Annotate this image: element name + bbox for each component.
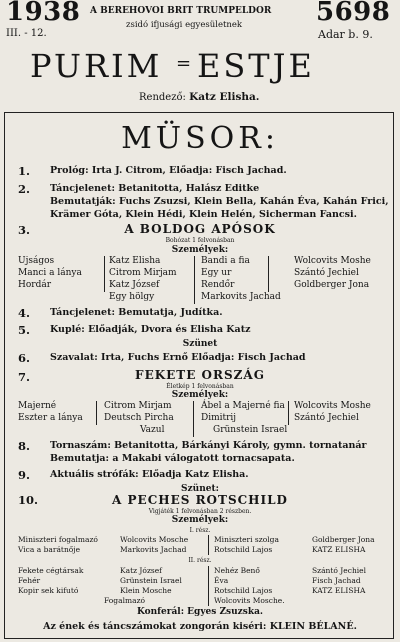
organization-subtitle: zsidó ifjusági egyesületnek bbox=[126, 20, 243, 30]
hebrew-year: 5698 bbox=[316, 0, 391, 27]
p2-divider bbox=[208, 566, 209, 606]
item-2-line2: Bemutatják: Fuchs Zsuzsi, Klein Bella, Kahán Éva, Kahán Frici, bbox=[50, 196, 389, 207]
p2-r3-c2: Klein Mosche bbox=[120, 586, 172, 595]
i7-role-l1: Majerné bbox=[18, 401, 57, 411]
part-2-label: II. rész. bbox=[188, 557, 212, 564]
frame-bottom bbox=[4, 638, 394, 639]
i3-name-l1: Katz Elisha bbox=[109, 256, 161, 266]
i3-name-r3: Goldberger Jona bbox=[294, 280, 370, 290]
p2-r2-c2: Grünstein Israel bbox=[120, 576, 182, 585]
i3-role-l1: Ujságos bbox=[18, 256, 55, 266]
p2-r2-c4: Fisch Jachad bbox=[312, 576, 361, 585]
item-2-line1: Táncjelenet: Betanitotta, Halász Editke bbox=[50, 183, 260, 194]
p2-r4-c1: Fogalmazó bbox=[104, 596, 146, 605]
hebrew-date: Adar b. 9. bbox=[318, 28, 373, 41]
item-3-number: 3. bbox=[18, 223, 31, 237]
p1-r1-c1: Miniszteri fogalmazó bbox=[18, 535, 98, 544]
i3-name-r1: Wolcovits Moshe bbox=[294, 256, 371, 266]
i3-name-l3: Katz József bbox=[109, 280, 160, 290]
part-1-label: I. rész. bbox=[189, 527, 211, 534]
i7-name-r3: Grünstein Israel bbox=[213, 425, 288, 435]
i7-role-r1: Ábel a Majerné fia bbox=[201, 401, 285, 411]
i7-role-r2: Dimitrij bbox=[201, 413, 237, 423]
year: 1938 bbox=[6, 0, 81, 27]
i3-name-l4: Egy hölgy bbox=[109, 292, 155, 302]
title-estje: ESTJE bbox=[197, 47, 315, 85]
p2-r1-c3: Nehéz Benő bbox=[214, 566, 260, 575]
closing-note: Az ének és táncszámokat zongorán kiséri: KLEIN BÉLANÉ. bbox=[43, 621, 357, 632]
i7-role-l2: Eszter a lánya bbox=[18, 413, 83, 423]
i3-name-l2: Citrom Mirjam bbox=[109, 268, 177, 278]
item-2-number: 2. bbox=[18, 182, 31, 196]
director-name: Katz Elisha. bbox=[189, 91, 260, 103]
director-label: Rendező: bbox=[139, 92, 186, 103]
p1-r1-c2: Wolcovits Mosche bbox=[120, 535, 189, 544]
i3-name-r2: Szántó Jechiel bbox=[294, 268, 359, 278]
i7-divider-mid bbox=[193, 401, 194, 437]
item-7-subtitle: Életkép 1 felvonásban bbox=[166, 383, 234, 390]
i3-divider-mid bbox=[194, 256, 195, 304]
director-line bbox=[139, 91, 259, 103]
item-8-line2: Bemutatja: a Makabi válogatott tornacsapata. bbox=[50, 453, 295, 464]
item-7-cast-label: Személyek: bbox=[171, 390, 229, 400]
item-8-line1: Tornaszám: Betanitotta, Bárkányi Károly, gymn. tornatanár bbox=[50, 440, 367, 451]
p1-divider bbox=[208, 535, 209, 555]
item-8-number: 8. bbox=[18, 439, 31, 453]
p1-r2-c2: Markovits Jachad bbox=[120, 545, 187, 554]
p2-r3-c4: KATZ ELISHA bbox=[312, 586, 366, 595]
item-6-number: 6. bbox=[18, 351, 31, 365]
item-2-line3: Krämer Góta, Klein Hédi, Klein Helén, Sicherman Fancsi. bbox=[50, 209, 357, 220]
i3-role-r1: Bandi a fia bbox=[201, 256, 250, 266]
item-10-subtitle: Vigjáték 1 felvonásban 2 részben. bbox=[148, 508, 252, 515]
item-3-cast-label: Személyek: bbox=[171, 245, 229, 255]
p2-r1-c4: Szántó Jechiel bbox=[312, 566, 367, 575]
i7-name-l3: Vazul bbox=[140, 425, 165, 435]
i3-role-l3: Hordár bbox=[18, 280, 51, 290]
item-4-number: 4. bbox=[18, 306, 31, 320]
item-5-number: 5. bbox=[18, 323, 31, 337]
item-5-text: Kuplé: Előadják, Dvora és Elisha Katz bbox=[50, 324, 251, 335]
item-10-number: 10. bbox=[18, 493, 39, 507]
intermission-1: Szünet bbox=[182, 339, 218, 349]
intermission-2: Szünet: bbox=[181, 484, 219, 494]
p1-r2-c4: KATZ ELISHA bbox=[312, 545, 366, 554]
item-9-number: 9. bbox=[18, 468, 31, 482]
conferal: Konferál: Egyes Zsuzska. bbox=[136, 607, 264, 617]
item-3-title: A BOLDOG APÓSOK bbox=[124, 222, 276, 236]
p2-r1-c2: Katz József bbox=[120, 566, 162, 575]
p2-r3-c3: Rotschild Lajos bbox=[214, 586, 273, 595]
p1-r2-c3: Rotschild Lajos bbox=[214, 545, 273, 554]
program-title: MÜSOR: bbox=[121, 121, 279, 156]
p2-r2-c1: Fehér bbox=[18, 576, 41, 585]
item-7-number: 7. bbox=[18, 370, 31, 384]
i7-name-l2: Deutsch Pircha bbox=[104, 413, 174, 423]
i7-name-l1: Citrom Mirjam bbox=[104, 401, 172, 411]
i3-role-l2: Manci a lánya bbox=[18, 268, 82, 278]
p2-r4-c3: Wolcovits Mosche. bbox=[214, 596, 285, 605]
item-7-title: FEKETE ORSZÁG bbox=[135, 368, 265, 382]
i3-divider-left bbox=[104, 256, 105, 292]
item-6-text: Szavalat: Irta, Fuchs Ernő Előadja: Fisch Jachad bbox=[50, 352, 306, 363]
item-1-text: Prológ: Irta J. Citrom, Előadja: Fisch Jachad. bbox=[50, 165, 287, 176]
i7-name-r2: Szántó Jechiel bbox=[294, 413, 359, 423]
i7-divider-left bbox=[96, 401, 97, 425]
title-purim: PURIM bbox=[30, 47, 163, 85]
item-1-number: 1. bbox=[18, 164, 31, 178]
item-10-cast-label: Személyek: bbox=[171, 515, 229, 525]
i7-divider-right bbox=[288, 401, 289, 425]
i3-role-r2: Egy ur bbox=[201, 268, 232, 278]
p2-r1-c1: Fekete cégtársak bbox=[18, 566, 84, 575]
item-9-text: Aktuális strófák: Előadja Katz Elisha. bbox=[50, 469, 249, 480]
item-4-text: Táncjelenet: Bemutatja, Judítka. bbox=[50, 307, 223, 318]
p2-r2-c3: Éva bbox=[214, 576, 229, 585]
item-3-subtitle: Bohózat 1 felvonásban bbox=[165, 237, 235, 244]
i3-divider-right bbox=[268, 256, 269, 292]
frame-top bbox=[4, 112, 394, 113]
i7-name-r1: Wolcovits Moshe bbox=[294, 401, 371, 411]
p1-r1-c4: Goldberger Jona bbox=[312, 535, 375, 544]
item-10-title: A PECHES ROTSCHILD bbox=[112, 493, 288, 507]
i3-name-r4: Markovits Jachad bbox=[201, 292, 281, 302]
p1-r1-c3: Miniszteri szolga bbox=[214, 535, 279, 544]
p2-r3-c1: Kopir sek kifutó bbox=[18, 586, 79, 595]
p1-r2-c1: Vica a barátnője bbox=[18, 545, 81, 554]
title-dash-ornament: = bbox=[176, 53, 192, 74]
date-left: III. - 12. bbox=[6, 28, 47, 39]
i3-role-r3: Rendőr bbox=[201, 280, 235, 290]
organization: A BEREHOVOI BRIT TRUMPELDOR bbox=[90, 6, 272, 16]
